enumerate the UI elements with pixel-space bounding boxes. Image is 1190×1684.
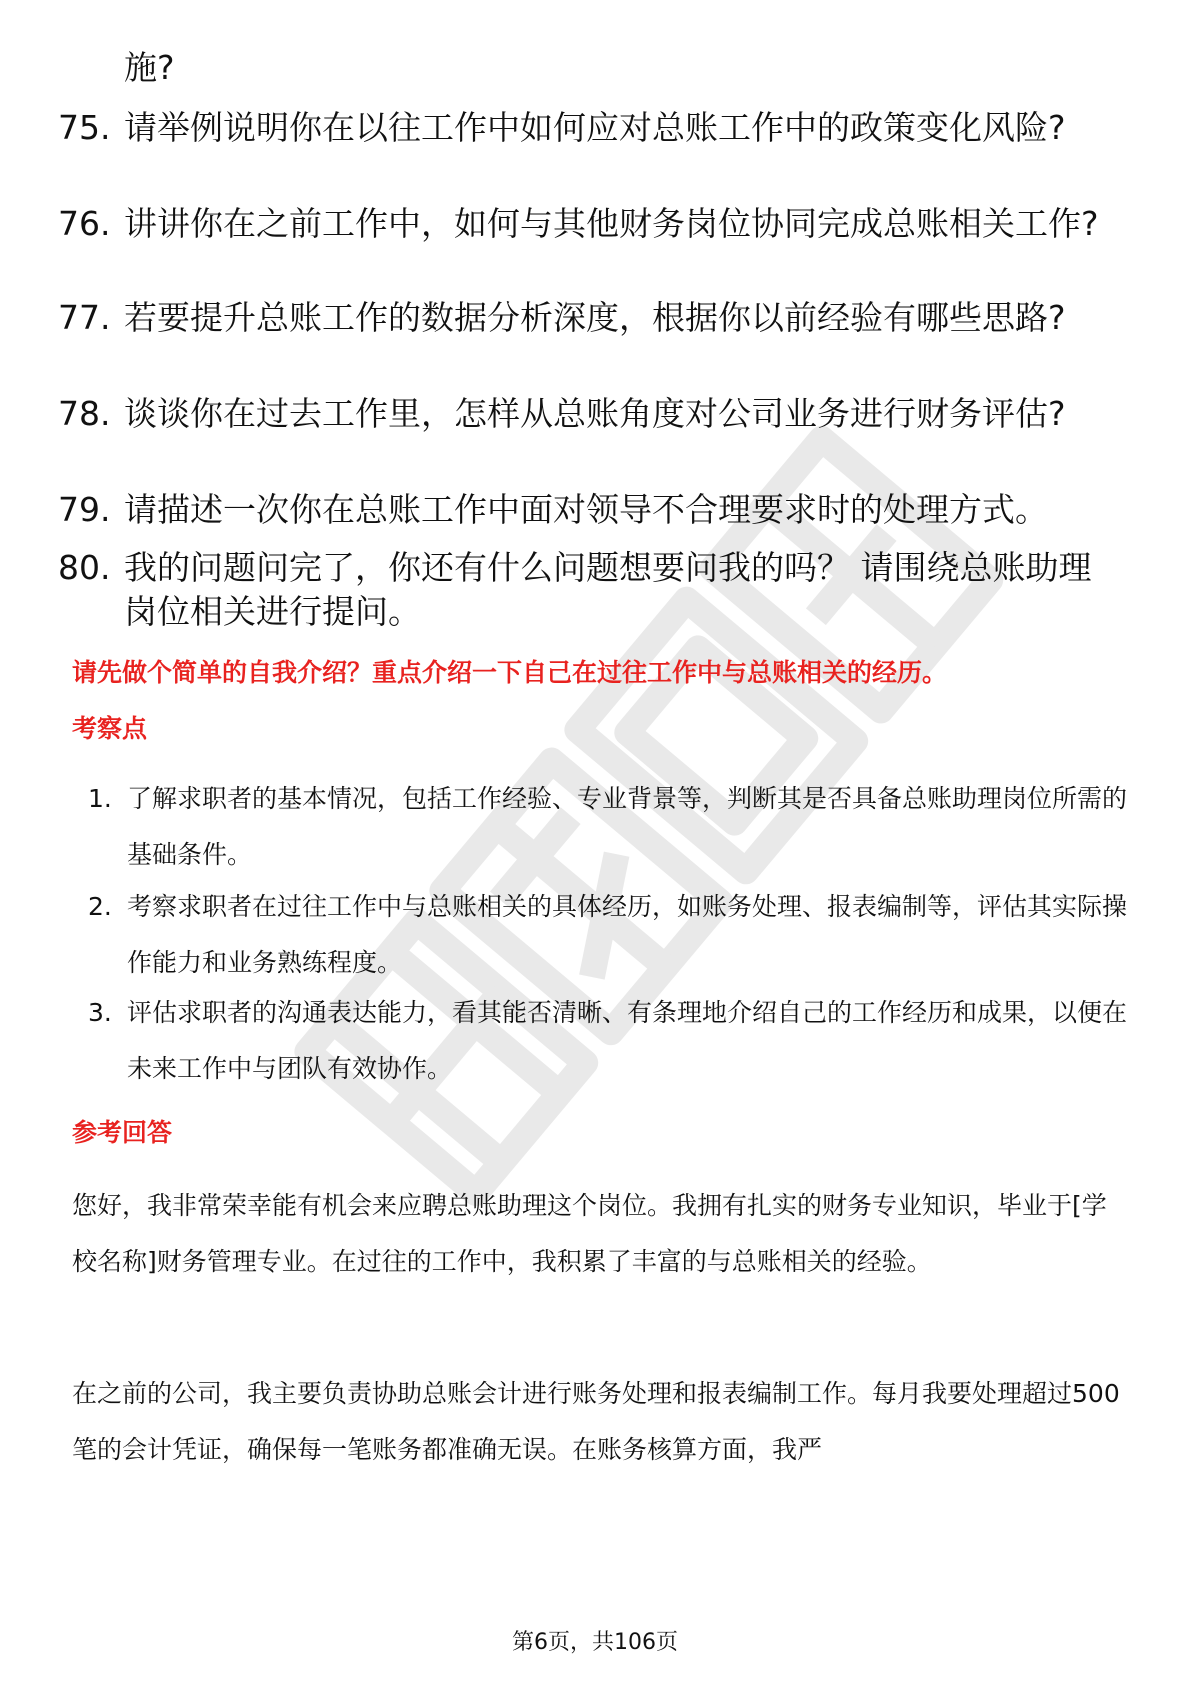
question-item bbox=[58, 46, 1138, 90]
observe-number: 1. bbox=[88, 784, 112, 813]
observe-item bbox=[72, 771, 1132, 883]
question-item bbox=[58, 296, 1138, 340]
question-text: 讲讲你在之前工作中，如何与其他财务岗位协同完成总账相关工作? bbox=[124, 204, 1099, 243]
observe-item bbox=[72, 985, 1132, 1097]
question-text: 谈谈你在过去工作里，怎样从总账角度对公司业务进行财务评估? bbox=[124, 394, 1066, 433]
question-item bbox=[58, 106, 1138, 150]
observe-label: 考察点 bbox=[72, 714, 148, 743]
question-number: 79. bbox=[58, 490, 111, 529]
question-item bbox=[58, 202, 1138, 246]
question-text: 施? bbox=[124, 48, 175, 87]
question-item bbox=[58, 546, 1138, 634]
section-heading: 请先做个简单的自我介绍？重点介绍一下自己在过往工作中与总账相关的经历。 bbox=[72, 658, 948, 687]
question-number: 75. bbox=[58, 108, 111, 147]
question-item bbox=[58, 392, 1138, 436]
observe-text: 了解求职者的基本情况，包括工作经验、专业背景等，判断其是否具备总账助理岗位所需的基础条件。 bbox=[127, 784, 1128, 869]
question-item bbox=[58, 488, 1138, 532]
question-number: 76. bbox=[58, 204, 111, 243]
question-text: 若要提升总账工作的数据分析深度，根据你以前经验有哪些思路? bbox=[124, 298, 1066, 337]
observe-text: 考察求职者在过往工作中与总账相关的具体经历，如账务处理、报表编制等，评估其实际操作能力和业务熟练程度。 bbox=[127, 892, 1128, 977]
answer-label: 参考回答 bbox=[72, 1118, 173, 1147]
page-footer: 第6页，共106页 bbox=[512, 1630, 678, 1655]
answer-paragraph: 您好，我非常荣幸能有机会来应聘总账助理这个岗位。我拥有扎实的财务专业知识，毕业于[学校名称]财务管理专业。在过往的工作中，我积累了丰富的与总账相关的经验。 bbox=[72, 1191, 1107, 1276]
question-number: 77. bbox=[58, 298, 111, 337]
question-text: 请举例说明你在以往工作中如何应对总账工作中的政策变化风险? bbox=[124, 108, 1066, 147]
observe-number: 2. bbox=[88, 892, 112, 921]
question-text: 我的问题问完了，你还有什么问题想要问我的吗？ 请围绕总账助理岗位相关进行提问。 bbox=[124, 548, 1092, 631]
answer-paragraph: 在之前的公司，我主要负责协助总账会计进行账务处理和报表编制工作。每月我要处理超过500笔的会计凭证，确保每一笔账务都准确无误。在账务核算方面，我严 bbox=[72, 1379, 1120, 1464]
question-number: 78. bbox=[58, 394, 111, 433]
question-text: 请描述一次你在总账工作中面对领导不合理要求时的处理方式。 bbox=[124, 490, 1048, 529]
observe-text: 评估求职者的沟通表达能力，看其能否清晰、有条理地介绍自己的工作经历和成果，以便在未来工作中与团队有效协作。 bbox=[127, 998, 1128, 1083]
question-number: 80. bbox=[58, 548, 111, 587]
observe-item bbox=[72, 879, 1132, 991]
observe-number: 3. bbox=[88, 998, 112, 1027]
